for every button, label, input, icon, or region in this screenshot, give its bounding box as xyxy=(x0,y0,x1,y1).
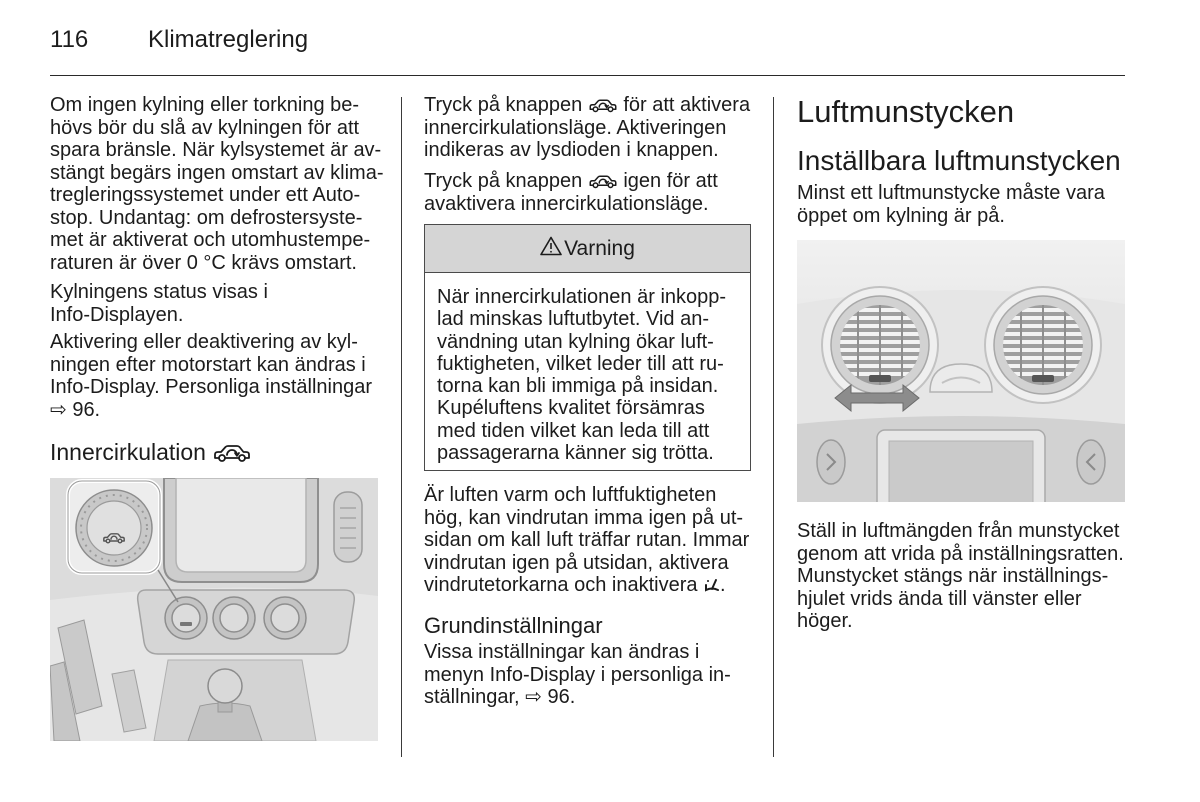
warning-header xyxy=(425,225,750,273)
warning-triangle-icon xyxy=(540,236,562,262)
section-heading-innercirkulation xyxy=(50,438,252,466)
paragraph-text: . xyxy=(720,574,726,596)
vent-intro-paragraph: Minst ett luftmunstycke måste vara öppet om kylning är på. xyxy=(797,182,1105,227)
air-vents-illustration xyxy=(797,240,1125,502)
paragraph-text: Tryck på knappen xyxy=(424,94,588,116)
paragraph-text: igen för att avaktivera innercirkulationsläge. xyxy=(424,170,718,215)
warning-title: Varning xyxy=(564,236,635,260)
vent-adjust-paragraph: Ställ in luftmängden från munstycket genom att vrida på inställningsratten. Munstycket stängs när inställnings- hjulet vrids ända till vänster eller höger. xyxy=(797,520,1124,632)
warning-text: När innercirkulationen är inkopp- lad minskas luftutbytet. Vid an- vändning utan kylning ökar luft- fuktigheten, vilket leder till att ru- torna kan bli immiga på insidan. Kupéluftens kvalitet försämras med tiden vilket kan leda till att passagerarna känner sig trötta. xyxy=(437,286,727,465)
column-divider xyxy=(773,97,774,757)
page-number: 116 xyxy=(50,26,89,53)
header-rule xyxy=(50,75,1125,76)
recirculation-off-paragraph xyxy=(424,170,718,215)
recirculation-icon xyxy=(588,174,618,189)
windshield-wiper-icon xyxy=(704,577,720,593)
column-divider xyxy=(401,97,402,757)
center-console-illustration xyxy=(50,478,378,741)
cooling-off-paragraph: Om ingen kylning eller torkning be- hövs bör du slå av kylningen för att spara bränsle. När kylsystemet är av- stängt begärs ingen omstart av klima- tregleringssystemet under ett Auto- stop. Undantag: om defrostersyste- met är aktiverat och utomhustempe- raturen är över 0 °C krävs omstart. xyxy=(50,94,384,274)
paragraph-text: Är luften varm och luftfuktigheten hög, kan vindrutan imma igen på ut- sidan om kall luft träffar rutan. Immar vindrutan igen på utsidan, aktivera vindrutetorkarna och inaktivera xyxy=(424,484,750,596)
recirculation-on-paragraph xyxy=(424,94,750,162)
page-section-subtitle: Inställbara luftmunstycken xyxy=(797,145,1121,176)
section-heading-grundinstallningar: Grundinställningar xyxy=(424,613,603,638)
warning-box xyxy=(424,224,751,471)
cooling-status-paragraph: Kylningens status visas i Info-Displayen. xyxy=(50,281,268,326)
paragraph-text: för att aktivera innercirkulationsläge. Aktiveringen indikeras av lysdioden i knappen. xyxy=(424,94,751,161)
chapter-title: Klimatreglering xyxy=(148,26,309,53)
recirculation-icon xyxy=(212,443,252,463)
paragraph-text: Tryck på knappen xyxy=(424,170,588,192)
settings-paragraph: Vissa inställningar kan ändras i menyn Info-Display i personliga in- ställningar, ⇨ 96. xyxy=(424,641,731,708)
page-section-title: Luftmunstycken xyxy=(797,94,1015,129)
recirculation-icon xyxy=(588,98,618,113)
cooling-activation-paragraph: Aktivering eller deaktivering av kyl- ningen efter motorstart kan ändras i Info-Display. Personliga inställningar ⇨ 96. xyxy=(50,331,373,421)
section-heading-text: Innercirkulation xyxy=(50,439,206,465)
humidity-paragraph xyxy=(424,484,749,597)
